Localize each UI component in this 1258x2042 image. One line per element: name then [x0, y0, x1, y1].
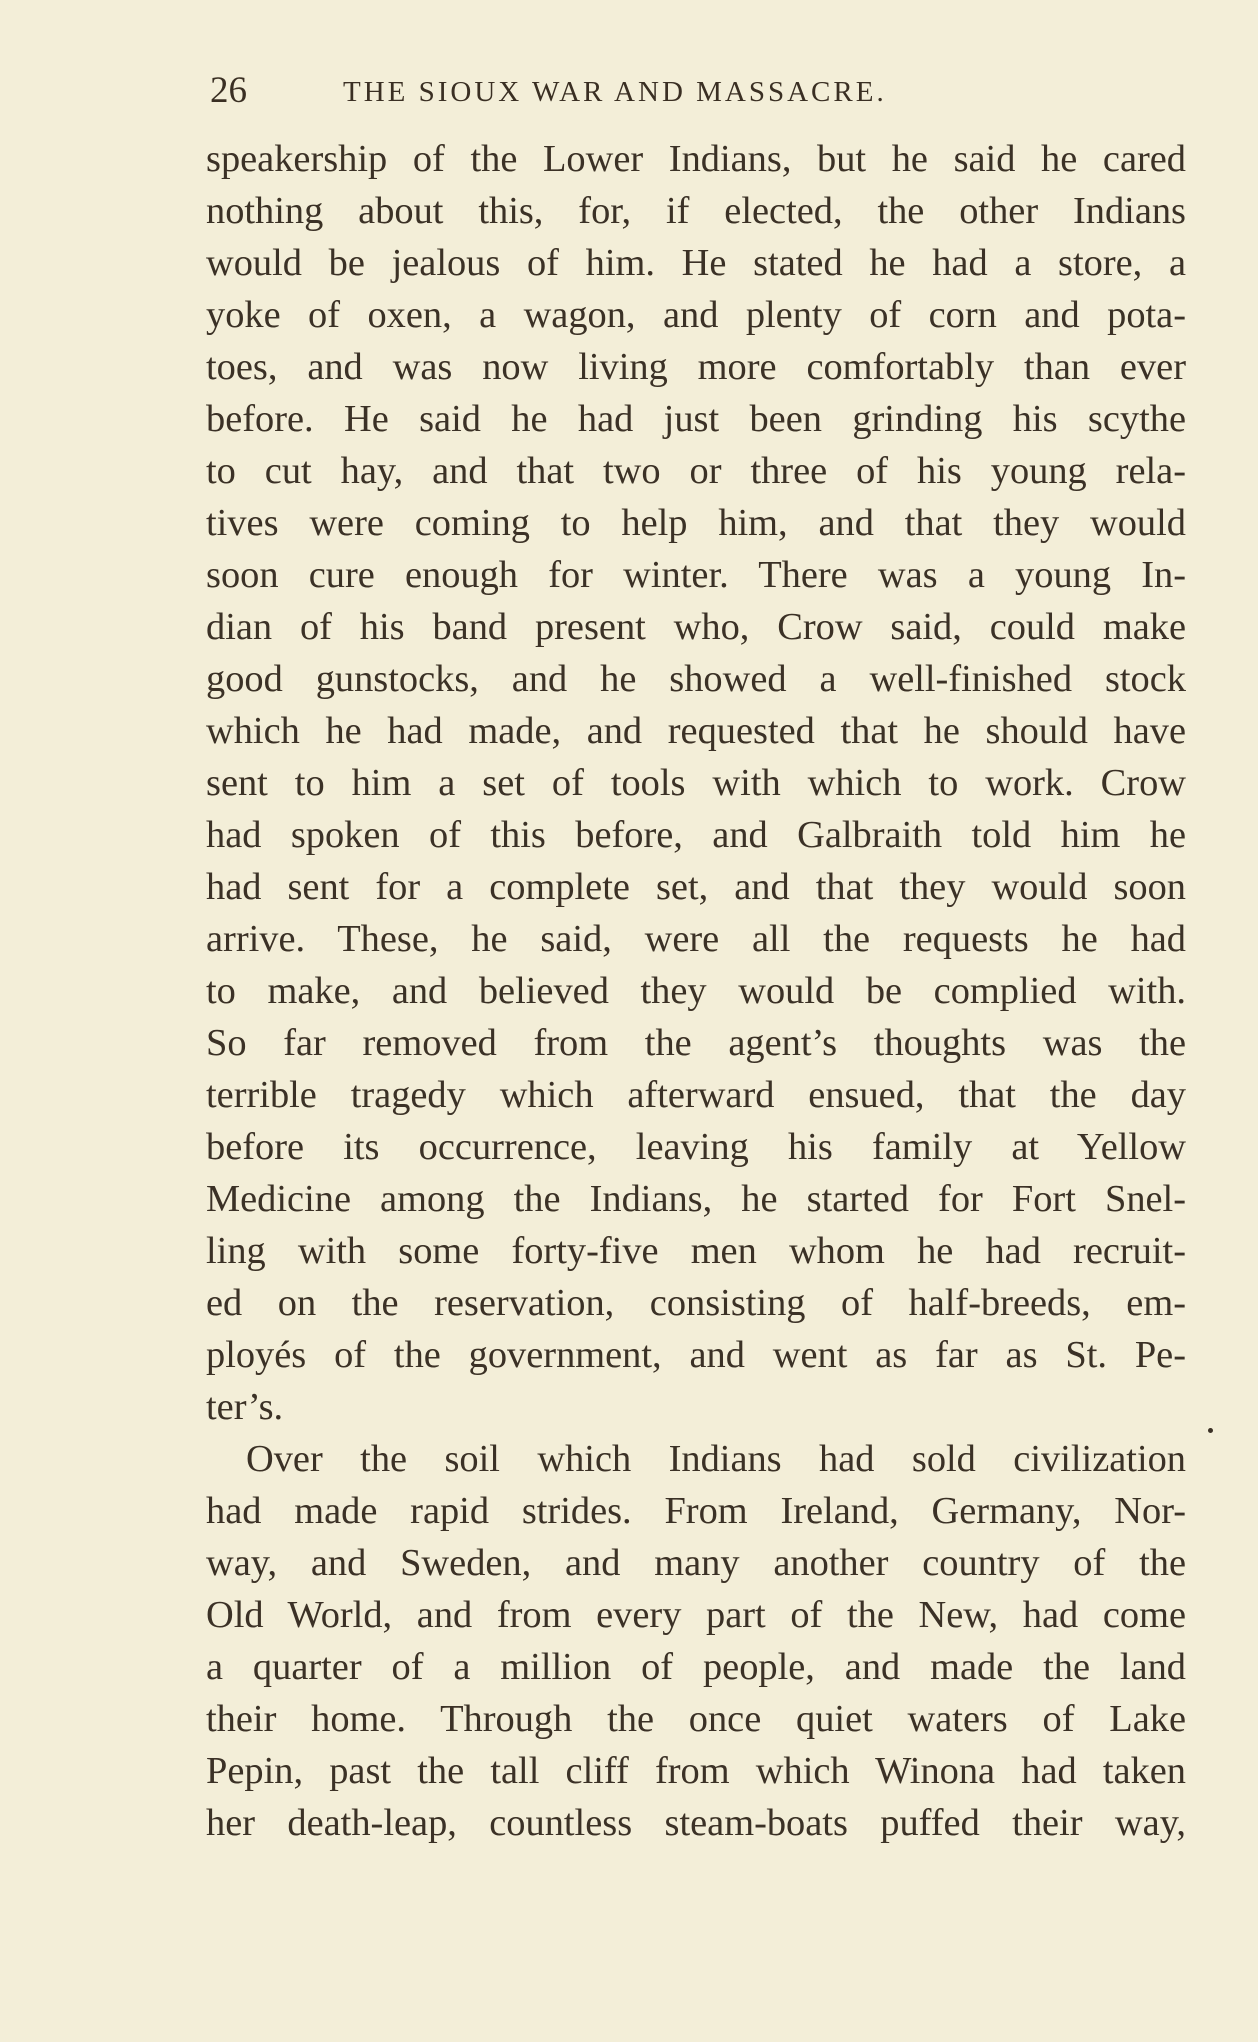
text-line: nothing about this, for, if elected, the other Indians: [206, 190, 1186, 232]
text-line: to cut hay, and that two or three of his young rela-: [206, 450, 1186, 492]
text-line: before its occurrence, leaving his family at Yellow: [206, 1126, 1186, 1168]
text-line: soon cure enough for winter. There was a young In-: [206, 554, 1186, 596]
text-line: So far removed from the agent’s thoughts was the: [206, 1022, 1186, 1064]
running-title: THE SIOUX WAR AND MASSACRE.: [343, 76, 887, 108]
text-line: ed on the reservation, consisting of half-breeds, em-: [206, 1282, 1186, 1324]
text-line: ter’s.: [206, 1386, 284, 1428]
text-line: Pepin, past the tall cliff from which Winona had taken: [206, 1750, 1186, 1792]
text-line: their home. Through the once quiet waters of Lake: [206, 1698, 1186, 1740]
text-line: dian of his band present who, Crow said, could make: [206, 606, 1186, 648]
text-line: before. He said he had just been grinding his scythe: [206, 398, 1186, 440]
text-line: tives were coming to help him, and that they would: [206, 502, 1186, 544]
text-line: sent to him a set of tools with which to work. Crow: [206, 762, 1186, 804]
text-line: had sent for a complete set, and that they would soon: [206, 866, 1186, 908]
text-line: way, and Sweden, and many another country of the: [206, 1542, 1186, 1584]
text-line: yoke of oxen, a wagon, and plenty of corn and pota-: [206, 294, 1186, 336]
text-line: Over the soil which Indians had sold civilization: [246, 1438, 1186, 1480]
text-line: ployés of the government, and went as far as St. Pe-: [206, 1334, 1186, 1376]
page-number: 26: [210, 70, 247, 111]
text-line: Old World, and from every part of the New, had come: [206, 1594, 1186, 1636]
text-line: Medicine among the Indians, he started for Fort Snel-: [206, 1178, 1186, 1220]
paragraph-2: [206, 1433, 1186, 1849]
text-line: had made rapid strides. From Ireland, Germany, Nor-: [206, 1490, 1186, 1532]
text-line: which he had made, and requested that he should have: [206, 710, 1186, 752]
text-line: would be jealous of him. He stated he had a store, a: [206, 242, 1186, 284]
text-line: toes, and was now living more comfortably than ever: [206, 346, 1186, 388]
text-line: ling with some forty-five men whom he had recruit-: [206, 1230, 1186, 1272]
text-line: arrive. These, he said, were all the requests he had: [206, 918, 1186, 960]
text-line: speakership of the Lower Indians, but he said he cared: [206, 138, 1186, 180]
body-text: [206, 133, 1186, 1849]
paragraph-1: [206, 133, 1186, 1433]
text-line: a quarter of a million of people, and made the land: [206, 1646, 1186, 1688]
margin-ink-dot: [1208, 1428, 1213, 1433]
text-line: her death-leap, countless steam-boats puffed their way,: [206, 1802, 1186, 1844]
text-line: good gunstocks, and he showed a well-finished stock: [206, 658, 1186, 700]
text-line: had spoken of this before, and Galbraith told him he: [206, 814, 1186, 856]
text-line: to make, and believed they would be complied with.: [206, 970, 1186, 1012]
text-line: terrible tragedy which afterward ensued, that the day: [206, 1074, 1186, 1116]
running-header: [210, 66, 1220, 116]
